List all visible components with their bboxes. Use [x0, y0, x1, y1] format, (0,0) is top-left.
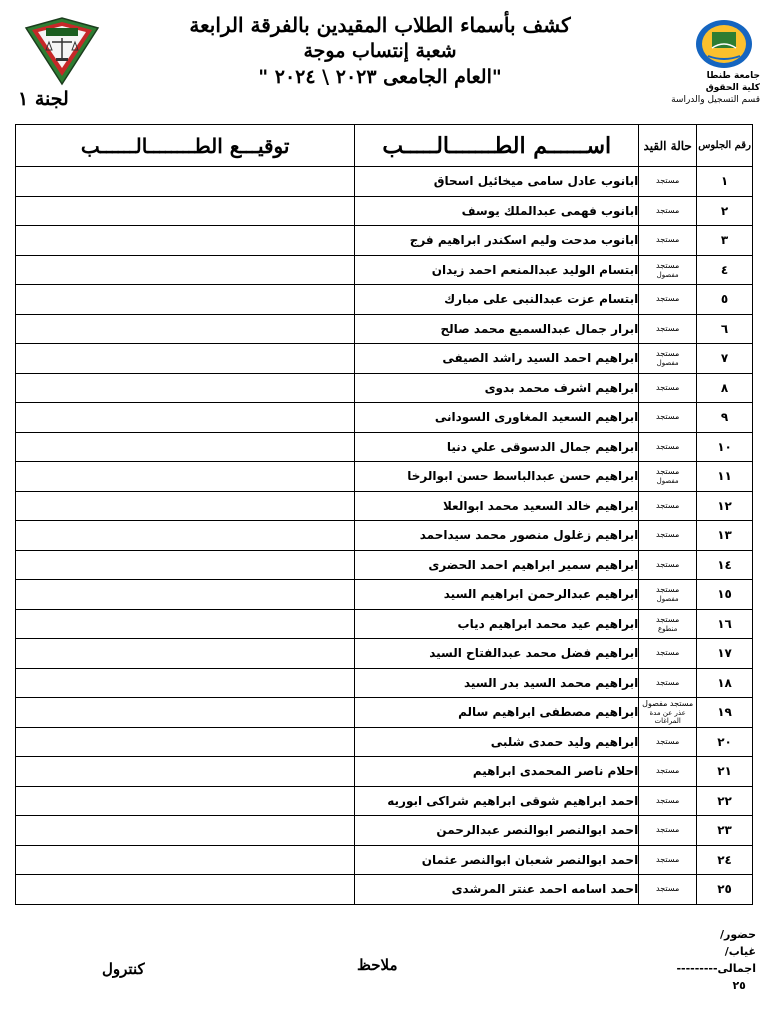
student-name-cell: ابراهيم وليد حمدى شلبى: [355, 727, 639, 757]
status-text: مستجد: [656, 559, 680, 569]
signature-cell: [16, 639, 355, 669]
status-text: مستجد: [656, 294, 680, 304]
status-text: مستجد: [656, 884, 680, 894]
committee-label: لجنة ١: [18, 88, 69, 110]
table-body: [16, 167, 753, 905]
status-cell: [639, 845, 697, 875]
student-name-cell: ابتسام عزت عبدالنبى على مبارك: [355, 285, 639, 315]
signature-cell: [16, 580, 355, 610]
seat-number-cell: ١٣: [697, 521, 753, 551]
signature-cell: [16, 845, 355, 875]
table-row: [16, 757, 753, 787]
signature-cell: [16, 816, 355, 846]
status-cell: [639, 196, 697, 226]
student-name-cell: ابانوب عادل سامى ميخائيل اسحاق: [355, 167, 639, 197]
signature-cell: [16, 757, 355, 787]
student-name-cell: ابراهيم محمد السيد بدر السيد: [355, 668, 639, 698]
status-text: مستجد: [656, 585, 680, 595]
signature-cell: [16, 255, 355, 285]
table-row: [16, 462, 753, 492]
table-row: [16, 403, 753, 433]
status-cell: [639, 727, 697, 757]
status-text: مستجد: [656, 766, 680, 776]
signature-cell: [16, 875, 355, 905]
seat-number-cell: ١١: [697, 462, 753, 492]
seat-number-cell: ١٢: [697, 491, 753, 521]
attendance-label: حضور/: [719, 928, 756, 941]
status-cell: [639, 668, 697, 698]
table-row: [16, 196, 753, 226]
page-header: [0, 0, 768, 124]
table-row: [16, 255, 753, 285]
status-text: مستجد: [656, 412, 680, 422]
signature-cell: [16, 786, 355, 816]
status-text: مستجد: [656, 500, 680, 510]
seat-number-cell: ١٩: [697, 698, 753, 728]
status-subtext: مفصول: [656, 359, 679, 368]
signature-cell: [16, 698, 355, 728]
status-cell: [639, 550, 697, 580]
table-row: [16, 609, 753, 639]
table-row: [16, 668, 753, 698]
seat-number-cell: ٢٤: [697, 845, 753, 875]
seat-number-cell: ١٤: [697, 550, 753, 580]
header-status: حالة القيد: [639, 125, 697, 167]
status-text: مستجد: [656, 677, 680, 687]
observer-label: ملاحظ: [357, 956, 398, 974]
status-text: مستجد: [656, 323, 680, 333]
seat-number-cell: ٤: [697, 255, 753, 285]
status-cell: [639, 462, 697, 492]
signature-cell: [16, 403, 355, 433]
signature-cell: [16, 491, 355, 521]
signature-cell: [16, 521, 355, 551]
seat-number-cell: ٢٣: [697, 816, 753, 846]
seat-number-cell: ١: [697, 167, 753, 197]
student-name-cell: ابانوب فهمى عبدالملك يوسف: [355, 196, 639, 226]
student-name-cell: احمد ابراهيم شوقى ابراهيم شراكى ابوريه: [355, 786, 639, 816]
student-name-cell: ابراهيم جمال الدسوقى علي دنيا: [355, 432, 639, 462]
status-subtext: عذر عن مدة المراغات: [649, 709, 686, 726]
student-name-cell: ابراهيم عيد محمد ابراهيم دياب: [355, 609, 639, 639]
status-cell: [639, 786, 697, 816]
table-row: [16, 344, 753, 374]
student-name-cell: احلام ناصر المحمدى ابراهيم: [355, 757, 639, 787]
faculty-name: كلية الحقوق: [705, 83, 760, 93]
division-title: شعبة إنتساب موجة: [303, 40, 457, 62]
document-title: كشف بأسماء الطلاب المقيدين بالفرقة الرابعة: [189, 13, 571, 37]
table-row: [16, 314, 753, 344]
table-row: [16, 167, 753, 197]
table-row: [16, 285, 753, 315]
signature-cell: [16, 550, 355, 580]
university-name: جامعة طنطا: [706, 71, 760, 81]
student-name-cell: ابراهيم زغلول منصور محمد سيداحمد: [355, 521, 639, 551]
table-row: [16, 521, 753, 551]
status-cell: [639, 580, 697, 610]
header-signature: توقيـــع الطــــــــالــــــب: [16, 125, 355, 167]
status-cell: [639, 285, 697, 315]
student-name-cell: ابراهيم عبدالرحمن ابراهيم السيد: [355, 580, 639, 610]
signature-cell: [16, 285, 355, 315]
student-name-cell: ابراهيم حسن عبدالباسط حسن ابوالرخا: [355, 462, 639, 492]
status-text: مستجد: [656, 854, 680, 864]
status-cell: [639, 491, 697, 521]
header-seat-number: رقم الجلوس: [697, 125, 753, 167]
student-name-cell: ابراهيم سمير ابراهيم احمد الحضرى: [355, 550, 639, 580]
university-info: [650, 70, 760, 106]
absence-label: غياب/: [724, 945, 756, 958]
seat-number-cell: ٢١: [697, 757, 753, 787]
status-cell: [639, 344, 697, 374]
status-text: مستجد: [656, 614, 680, 624]
status-text: مستجد: [656, 176, 680, 186]
status-text: مستجد: [656, 205, 680, 215]
seat-number-cell: ١٠: [697, 432, 753, 462]
status-text: مستجد: [656, 382, 680, 392]
status-cell: [639, 609, 697, 639]
signature-cell: [16, 432, 355, 462]
signature-cell: [16, 727, 355, 757]
student-name-cell: ابراهيم اشرف محمد بدوى: [355, 373, 639, 403]
student-name-cell: ابراهيم خالد السعيد محمد ابوالعلا: [355, 491, 639, 521]
seat-number-cell: ١٨: [697, 668, 753, 698]
attendance-summary: [676, 926, 756, 994]
faculty-emblem-icon: [22, 14, 102, 86]
status-cell: [639, 432, 697, 462]
university-emblem-icon: [694, 18, 754, 70]
status-text: مستجد: [656, 530, 680, 540]
student-name-cell: ابراهيم السعيد المغاورى السودانى: [355, 403, 639, 433]
status-cell: [639, 255, 697, 285]
signature-cell: [16, 196, 355, 226]
seat-number-cell: ٩: [697, 403, 753, 433]
table-row: [16, 875, 753, 905]
seat-number-cell: ٢٠: [697, 727, 753, 757]
table-row: [16, 786, 753, 816]
total-label: اجمالى---------: [676, 962, 756, 975]
table-header-row: [16, 125, 753, 167]
status-cell: [639, 757, 697, 787]
total-value: ٢٥: [732, 979, 746, 992]
status-text: مستجد: [656, 260, 680, 270]
student-name-cell: احمد ابوالنصر شعبان ابوالنصر عثمان: [355, 845, 639, 875]
table-row: [16, 226, 753, 256]
student-name-cell: ابرار جمال عبدالسميع محمد صالح: [355, 314, 639, 344]
status-cell: [639, 816, 697, 846]
signature-cell: [16, 373, 355, 403]
seat-number-cell: ٦: [697, 314, 753, 344]
table-row: [16, 550, 753, 580]
student-name-cell: احمد اسامه احمد عنتر المرشدى: [355, 875, 639, 905]
seat-number-cell: ٣: [697, 226, 753, 256]
signature-cell: [16, 167, 355, 197]
seat-number-cell: ٨: [697, 373, 753, 403]
document-titles: [140, 12, 620, 90]
seat-number-cell: ٢: [697, 196, 753, 226]
academic-year: "العام الجامعى ٢٠٢٣ \ ٢٠٢٤ ": [258, 66, 502, 88]
status-text: مستجد مفصول: [642, 699, 694, 709]
signature-cell: [16, 462, 355, 492]
seat-number-cell: ١٧: [697, 639, 753, 669]
status-subtext: مفصول: [656, 477, 679, 486]
signature-cell: [16, 314, 355, 344]
student-name-cell: ابراهيم احمد السيد راشد الصيفى: [355, 344, 639, 374]
table-row: [16, 580, 753, 610]
status-cell: [639, 167, 697, 197]
status-cell: [639, 373, 697, 403]
table-row: [16, 491, 753, 521]
student-name-cell: ابتسام الوليد عبدالمنعم احمد زيدان: [355, 255, 639, 285]
table-row: [16, 373, 753, 403]
student-roster-table: [15, 124, 753, 905]
signature-cell: [16, 344, 355, 374]
status-cell: [639, 403, 697, 433]
table-row: [16, 639, 753, 669]
control-label: كنترول: [102, 960, 145, 978]
status-text: مستجد: [656, 736, 680, 746]
status-cell: [639, 314, 697, 344]
status-subtext: مفصول: [656, 270, 679, 279]
table-row: [16, 432, 753, 462]
status-text: مستجد: [656, 467, 680, 477]
seat-number-cell: ١٦: [697, 609, 753, 639]
student-name-cell: ابانوب مدحت وليم اسكندر ابراهيم فرج: [355, 226, 639, 256]
status-text: مستجد: [656, 441, 680, 451]
table-row: [16, 845, 753, 875]
status-cell: [639, 521, 697, 551]
signature-cell: [16, 226, 355, 256]
table-row: [16, 698, 753, 728]
student-name-cell: ابراهيم فضل محمد عبدالفتاح السيد: [355, 639, 639, 669]
status-text: مستجد: [656, 235, 680, 245]
seat-number-cell: ٧: [697, 344, 753, 374]
status-cell: [639, 875, 697, 905]
signature-cell: [16, 668, 355, 698]
table-row: [16, 727, 753, 757]
signature-cell: [16, 609, 355, 639]
seat-number-cell: ٢٥: [697, 875, 753, 905]
status-text: مستجد: [656, 648, 680, 658]
department-name: قسم التسجيل والدراسة: [671, 95, 760, 105]
status-subtext: منطوع: [657, 624, 678, 633]
seat-number-cell: ١٥: [697, 580, 753, 610]
table-row: [16, 816, 753, 846]
header-name: اســــــم الطـــــــالـــــب: [355, 125, 639, 167]
status-cell: [639, 698, 697, 728]
status-text: مستجد: [656, 825, 680, 835]
status-cell: [639, 226, 697, 256]
status-text: مستجد: [656, 795, 680, 805]
seat-number-cell: ٥: [697, 285, 753, 315]
status-cell: [639, 639, 697, 669]
seat-number-cell: ٢٢: [697, 786, 753, 816]
student-name-cell: ابراهيم مصطفى ابراهيم سالم: [355, 698, 639, 728]
status-subtext: مفصول: [656, 595, 679, 604]
status-text: مستجد: [656, 349, 680, 359]
student-name-cell: احمد ابوالنصر ابوالنصر عبدالرحمن: [355, 816, 639, 846]
